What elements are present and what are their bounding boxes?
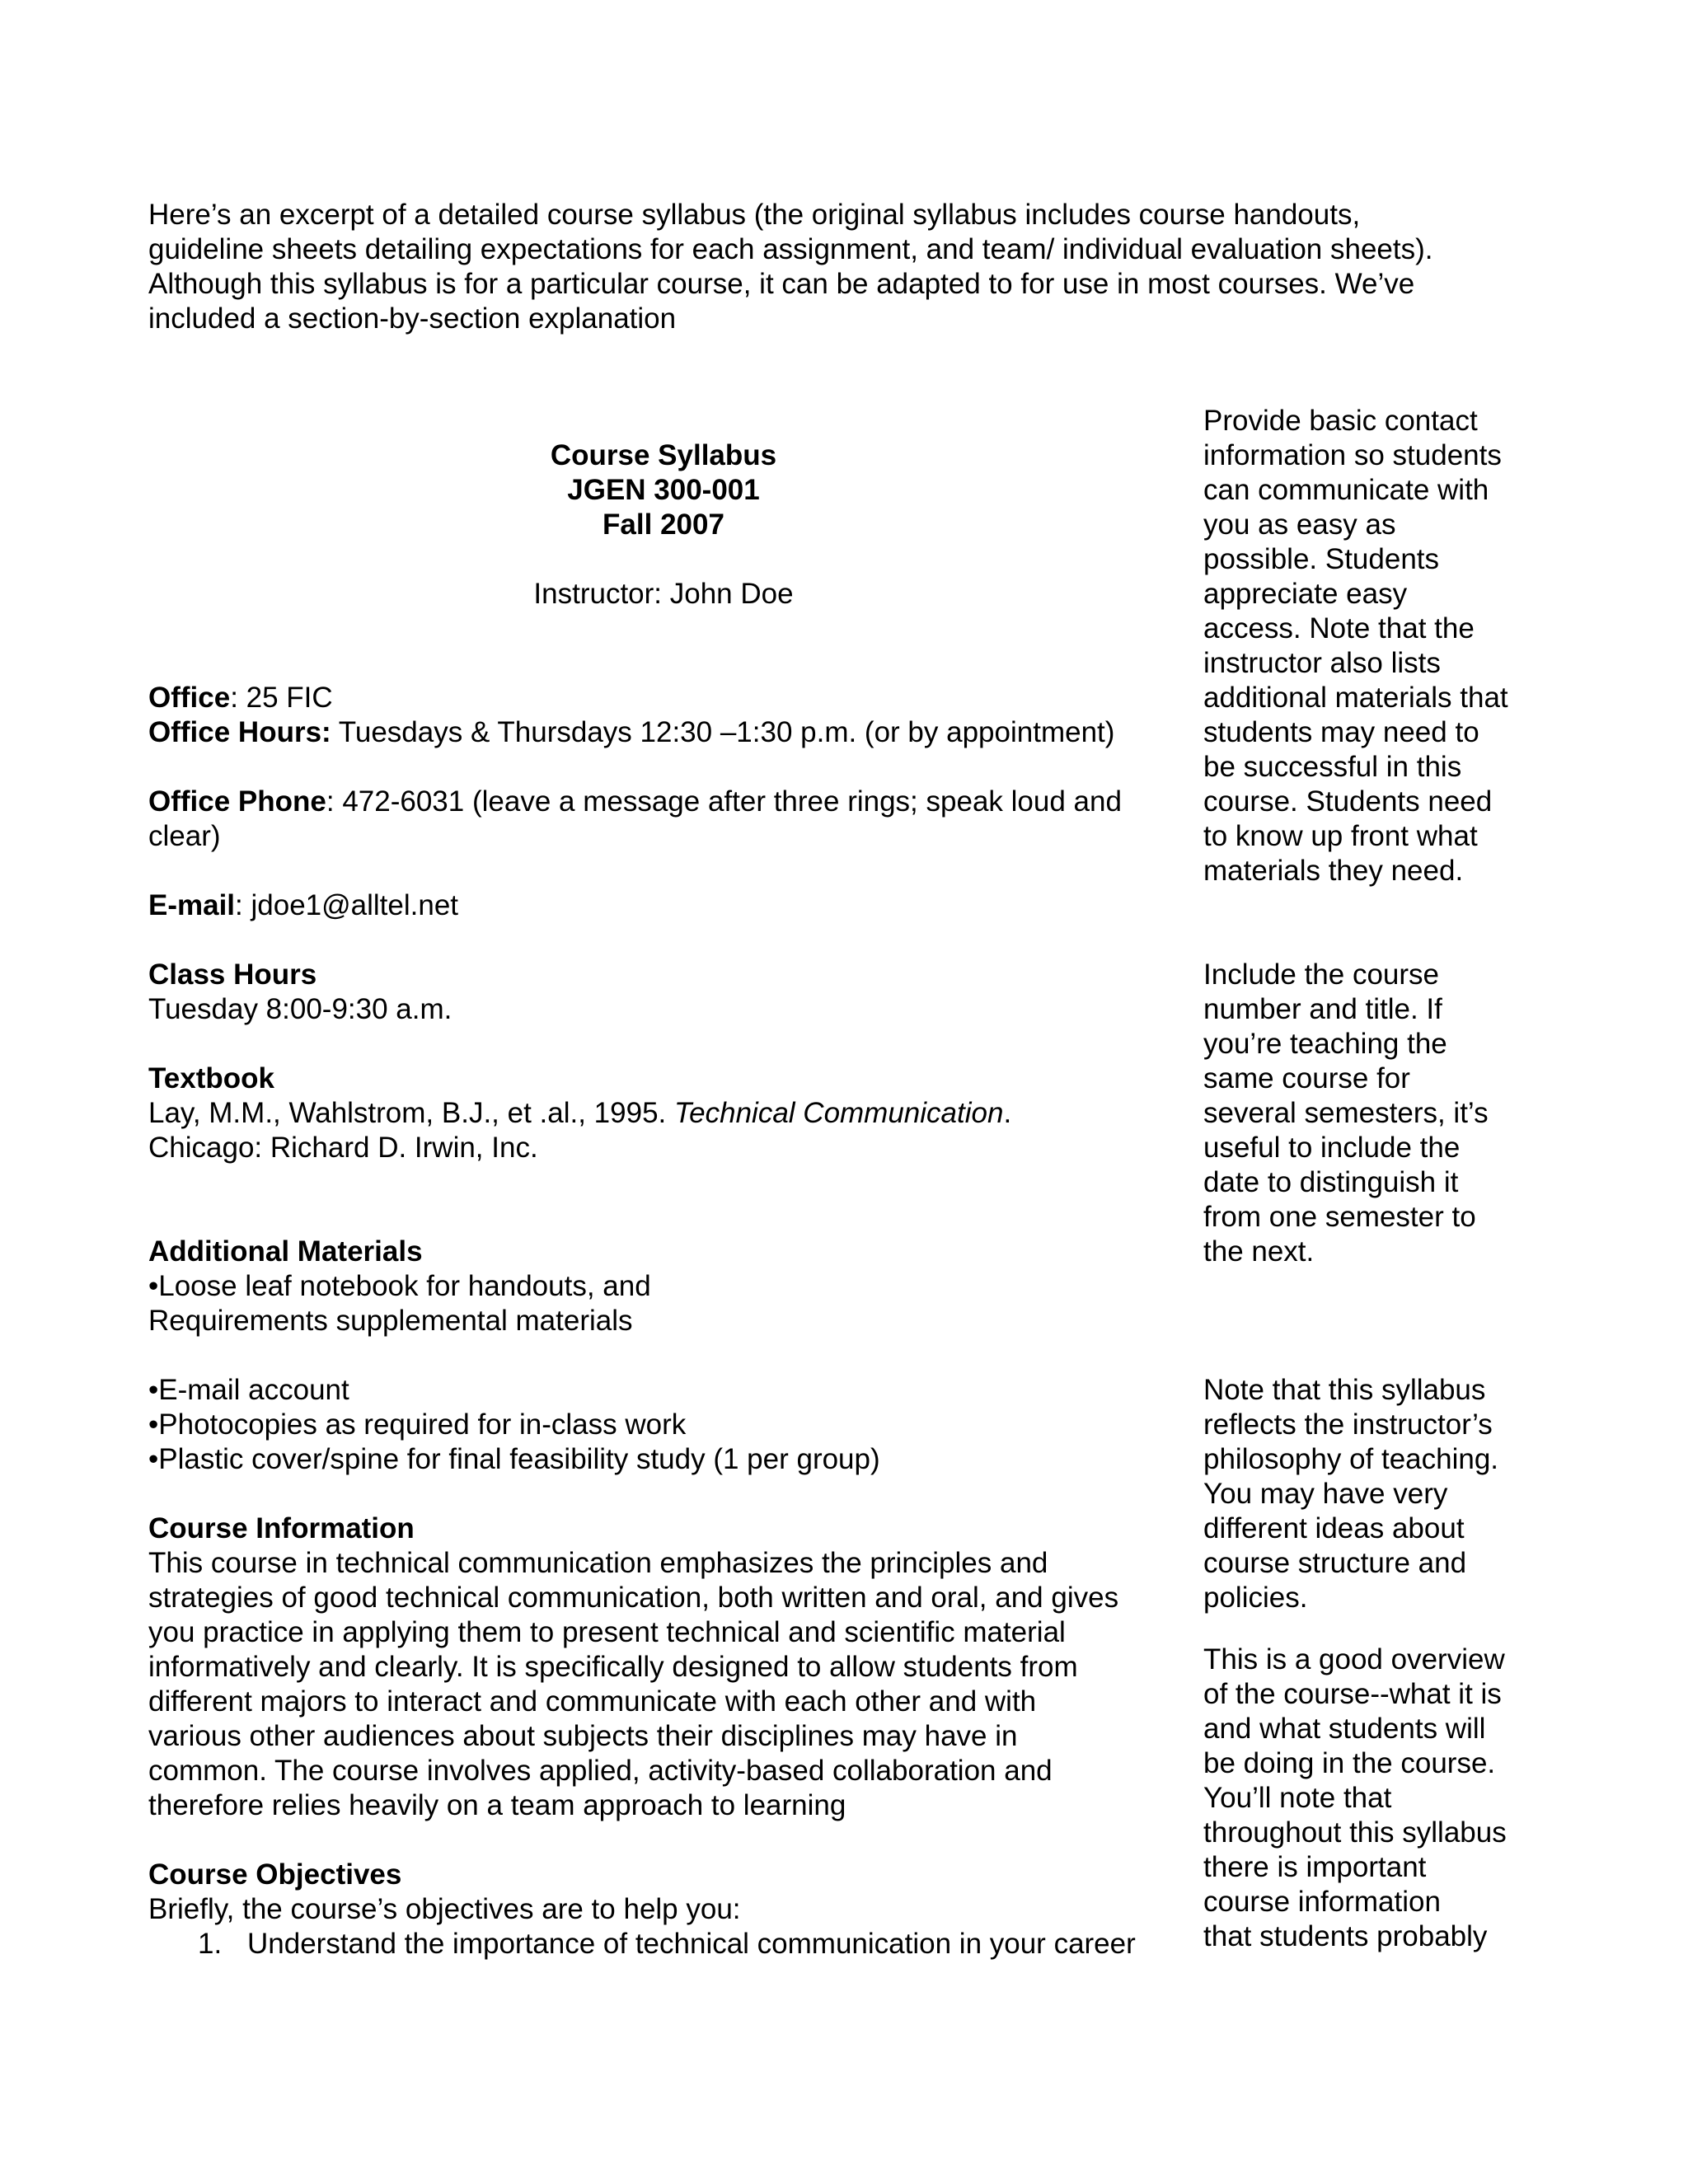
office-phone-value-cont: clear) — [148, 820, 221, 852]
textbook-authors: Lay, M.M., Wahlstrom, B.J., et .al., 1995. — [148, 1097, 674, 1129]
course-information-heading: Course Information — [148, 1512, 415, 1544]
side-note-philosophy: Note that this syllabus reflects the instructor’s philosophy of teaching. You may have very different ideas about course structure and policies. — [1203, 1374, 1499, 1614]
course-objectives-lead: Briefly, the course’s objectives are to help you: — [148, 1893, 741, 1925]
syllabus-header — [148, 438, 1179, 612]
instructor-name: Instructor: John Doe — [533, 578, 794, 610]
office-hours-value: Tuesdays & Thursdays 12:30 –1:30 p.m. (or by appointment) — [331, 716, 1115, 748]
objective-text: Understand the importance of technical communication in your career — [247, 1928, 1136, 1960]
materials-section — [148, 1235, 1179, 1477]
office-hours-label: Office Hours: — [148, 716, 331, 748]
office-phone-value: : 472-6031 (leave a message after three rings; speak loud and — [326, 785, 1122, 818]
course-objectives-section — [148, 1858, 1179, 1961]
textbook-publisher: Chicago: Richard D. Irwin, Inc. — [148, 1132, 538, 1164]
list-item: •E-mail account — [148, 1374, 349, 1406]
office-phone-label: Office Phone — [148, 785, 326, 818]
list-item: Requirements supplemental materials — [148, 1305, 633, 1337]
materials-heading: Additional Materials — [148, 1235, 423, 1268]
side-note-course-number: Include the course number and title. If you’re teaching the same course for several semesters, it’s useful to include the date to distinguish it from one semester to the next. — [1203, 958, 1489, 1268]
objectives-list — [148, 1927, 1179, 1961]
course-information-section — [148, 1511, 1179, 1823]
list-item: •Photocopies as required for in-class work — [148, 1408, 687, 1441]
syllabus-title: Course Syllabus — [550, 439, 777, 471]
course-number: JGEN 300-001 — [567, 474, 760, 506]
objective-number: 1. — [198, 1928, 223, 1960]
side-note-overview: This is a good overview of the course--what it is and what students will be doing in the course. You’ll note that throughout this syllabus there is important course information that students probably — [1203, 1643, 1507, 1952]
class-hours-value: Tuesday 8:00-9:30 a.m. — [148, 993, 452, 1025]
office-value: : 25 FIC — [230, 682, 333, 714]
textbook-heading: Textbook — [148, 1062, 274, 1094]
textbook-section — [148, 1062, 1179, 1165]
class-hours-heading: Class Hours — [148, 958, 317, 991]
side-note-contact: Provide basic contact information so students can communicate with you as easy as possible. Students appreciate easy access. Note that the instructor also lists additional materials that students may need to be successful in this course. Students need to know up front what materials they need. — [1203, 405, 1508, 887]
office-label: Office — [148, 682, 231, 714]
intro-paragraph: Here’s an excerpt of a detailed course syllabus (the original syllabus includes course handouts, guideline sheets detailing expectations for each assignment, and team/ individual evaluation sheets). Although this syllabus is for a particular course, it can be adapted to for use in most courses. We’ve included a section-by-section explanation — [148, 199, 1433, 335]
list-item: •Plastic cover/spine for final feasibility study (1 per group) — [148, 1443, 880, 1475]
class-hours-section — [148, 958, 1179, 1027]
course-term: Fall 2007 — [603, 509, 724, 541]
textbook-period: . — [1003, 1097, 1012, 1129]
email-value: : jdoe1@alltel.net — [235, 889, 459, 921]
contact-block — [148, 681, 1179, 923]
syllabus-main-column — [148, 404, 1179, 1961]
course-information-body: This course in technical communication emphasizes the principles and strategies of good technical communication, both written and oral, and gives you practice in applying them to present technical and scientific material informatively and clearly. It is specifically designed to allow students from different majors to interact and communicate with each other and with various other audiences about subjects their disciplines may have in common. The course involves applied, activity-based collaboration and therefore relies heavily on a team approach to learning — [148, 1547, 1119, 1821]
list-item — [148, 1927, 1179, 1961]
list-item: •Loose leaf notebook for handouts, and — [148, 1270, 651, 1302]
course-objectives-heading: Course Objectives — [148, 1858, 402, 1891]
email-label: E-mail — [148, 889, 236, 921]
textbook-title: Technical Communication — [673, 1097, 1004, 1129]
